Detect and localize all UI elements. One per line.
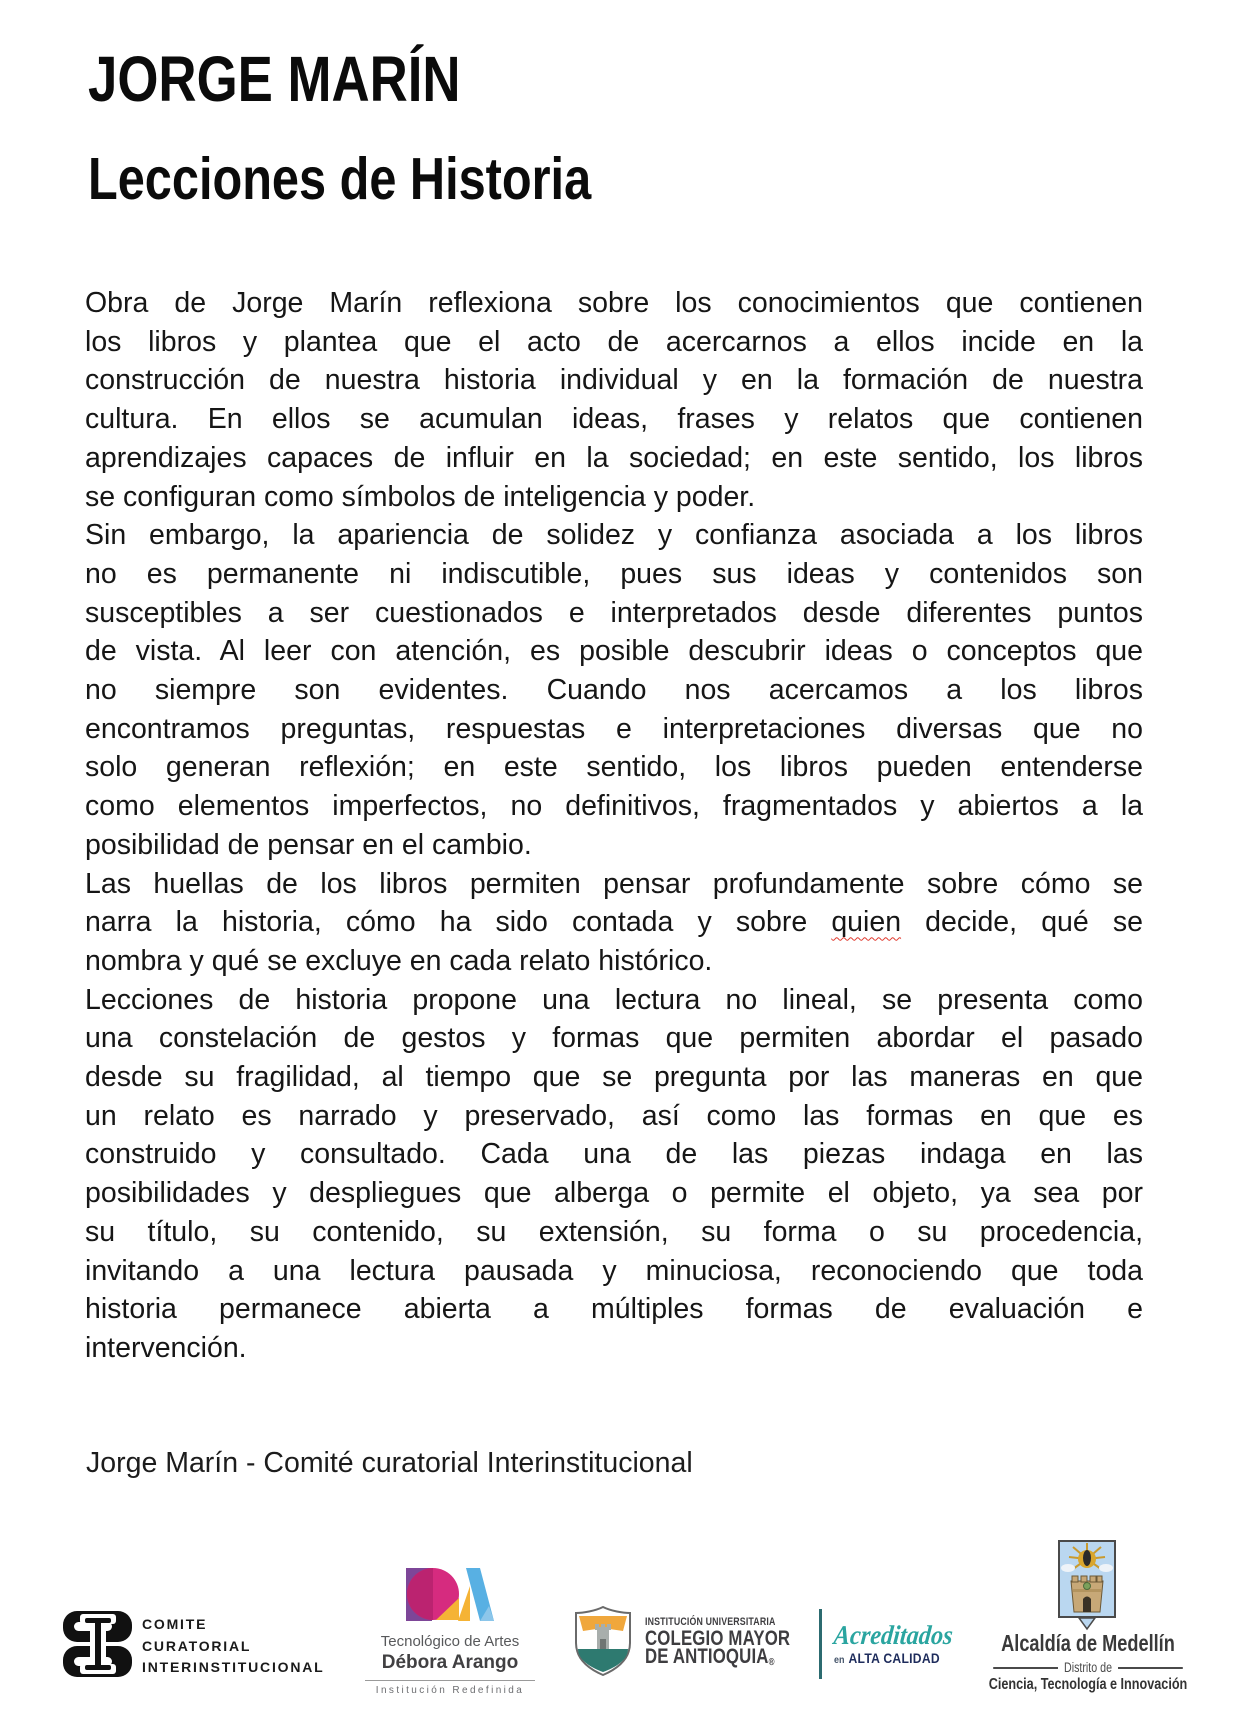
colegio-name-line2: DE ANTIOQUIA® <box>645 1644 775 1668</box>
distrito-dash-left <box>993 1667 1057 1669</box>
body-line: Lecciones de historia propone una lectura no lineal, se presenta como <box>85 983 1143 1016</box>
credit-line: Jorge Marín - Comité curatorial Interinstitucional <box>86 1447 693 1479</box>
body-line: historia permanece abierta a múltiples formas de evaluación e <box>85 1293 1143 1326</box>
body-line: invitando a una lectura pausada y minuciosa, reconociendo que toda <box>85 1254 1143 1287</box>
body-line: nombra y qué se excluye en cada relato histórico. <box>85 944 713 977</box>
registered-mark: ® <box>768 1656 775 1668</box>
body-line: aprendizajes capaces de influir en la sociedad; en este sentido, los libros <box>85 441 1143 474</box>
body-line-segment: narra la historia, cómo ha sido contada y sobre <box>85 906 832 939</box>
body-line: susceptibles a ser cuestionados e interpretados desde diferentes puntos <box>85 596 1143 629</box>
da-institution-type: Tecnológico de Artes <box>380 1633 520 1650</box>
da-divider <box>365 1680 535 1681</box>
logo-alcaldia-medellin <box>985 1630 1190 1694</box>
body-line: encontramos preguntas, respuestas e interpretaciones diversas que no <box>85 712 1143 745</box>
body-line: se configuran como símbolos de inteligencia y poder. <box>85 480 756 513</box>
body-line: de vista. Al leer con atención, es posible descubrir ideas o conceptos que <box>85 635 1143 668</box>
acreditados-alta-calidad: ALTA CALIDAD <box>848 1650 940 1666</box>
body-line <box>85 903 1143 942</box>
alcaldia-distrito-label: Distrito de <box>1063 1660 1113 1675</box>
body-line: construido y consultado. Cada una de las piezas indaga en las <box>85 1138 1143 1171</box>
body-line: intervención. <box>85 1331 247 1364</box>
body-line: no es permanente ni indiscutible, pues sus ideas y contenidos son <box>85 557 1143 590</box>
body-line: desde su fragilidad, al tiempo que se pregunta por las maneras en que <box>85 1061 1143 1094</box>
alcaldia-tagline: Ciencia, Tecnología e Innovación <box>988 1676 1188 1693</box>
body-line: cultura. En ellos se acumulan ideas, frases y relatos que contienen <box>85 403 1143 436</box>
cci-line: COMITE <box>142 1616 208 1632</box>
colegio-wordmark <box>645 1616 790 1671</box>
acreditados-badge <box>834 1620 953 1668</box>
body-text <box>85 284 1143 1368</box>
colegio-name-line1: COLEGIO MAYOR <box>645 1627 791 1650</box>
acreditados-subline <box>834 1650 953 1668</box>
distrito-dash-right <box>1118 1667 1182 1669</box>
body-line: Obra de Jorge Marín reflexiona sobre los conocimientos que contienen <box>85 287 1143 319</box>
logo-debora-arango <box>365 1568 535 1696</box>
body-line: no siempre son evidentes. Cuando nos acercamos a los libros <box>85 674 1143 707</box>
body-line: una constelación de gestos y formas que permiten abordar el pasado <box>85 1022 1143 1055</box>
logo-comite-curatorial <box>63 1611 325 1682</box>
body-line: Sin embargo, la apariencia de solidez y confianza asociada a los libros <box>85 519 1143 552</box>
body-line: los libros y plantea que el acto de acercarnos a ellos incide en la <box>85 325 1143 358</box>
alcaldia-distrito-row <box>993 1660 1183 1675</box>
page-title: JORGE MARÍN <box>88 43 461 115</box>
misspelled-word: quien <box>831 906 902 939</box>
medellin-crest-icon <box>1057 1539 1117 1636</box>
logo-colegio-mayor <box>573 1606 966 1681</box>
body-line: posibilidades y despliegues que alberga o permite el objeto, ya sea por <box>85 1177 1143 1210</box>
cci-line: INTERINSTITUCIONAL <box>142 1659 325 1675</box>
acreditados-en: en <box>833 1654 845 1666</box>
colegio-small-label: INSTITUCIÓN UNIVERSITARIA <box>645 1616 776 1628</box>
body-line: su título, su contenido, su extensión, su forma o su procedencia, <box>85 1215 1143 1248</box>
colegio-divider <box>819 1609 822 1679</box>
cci-wordmark <box>142 1611 325 1682</box>
cci-line: CURATORIAL <box>142 1637 252 1654</box>
da-tagline: Institución Redefinida <box>375 1685 525 1696</box>
debora-arango-da-icon <box>406 1608 494 1625</box>
da-institution-name: Débora Arango <box>381 1652 519 1673</box>
alcaldia-name: Alcaldía de Medellín <box>1001 1630 1175 1656</box>
colegio-mayor-shield-icon <box>573 1606 633 1681</box>
body-line: un relato es narrado y preservado, así como las formas en que es <box>85 1099 1143 1132</box>
body-line: construcción de nuestra historia individual y en la formación de nuestra <box>85 364 1143 397</box>
body-line: como elementos imperfectos, no definitivos, fragmentados y abiertos a la <box>85 790 1143 823</box>
body-line-segment: decide, qué se <box>901 906 1143 939</box>
body-line: posibilidad de pensar en el cambio. <box>85 828 532 861</box>
cci-monogram-icon <box>63 1611 132 1682</box>
page-subtitle: Lecciones de Historia <box>88 146 592 212</box>
body-line: Las huellas de los libros permiten pensar profundamente sobre cómo se <box>85 867 1143 900</box>
body-line: solo generan reflexión; en este sentido, los libros pueden entenderse <box>85 751 1143 784</box>
acreditados-script-text: Acreditados <box>832 1619 954 1650</box>
